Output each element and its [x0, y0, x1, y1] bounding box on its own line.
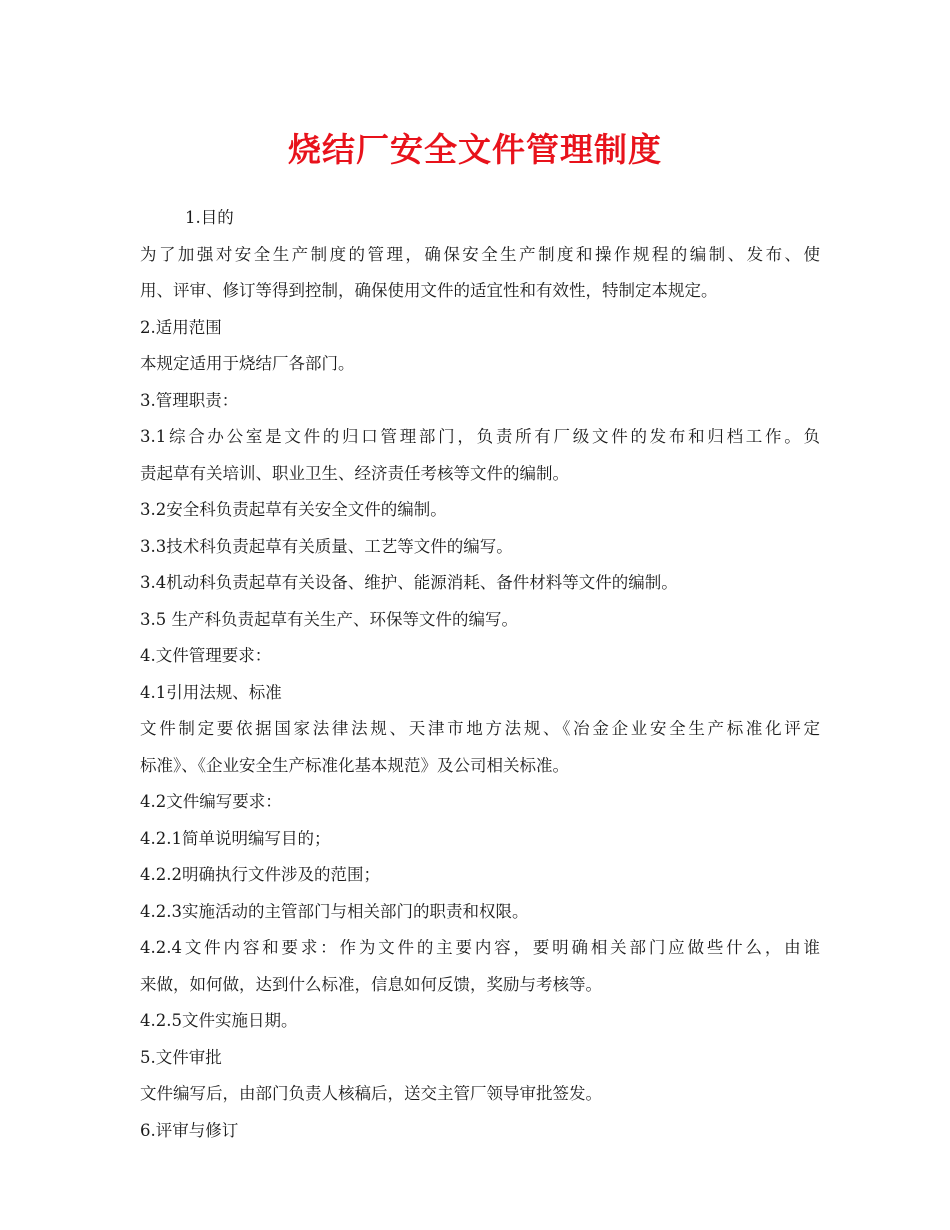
paragraph-line: 4.2.5文件实施日期。 — [140, 1011, 298, 1030]
document-body — [140, 200, 820, 1149]
paragraph-line: 4.2.4文件内容和要求：作为文件的主要内容，要明确相关部门应做些什么，由谁 — [140, 938, 820, 957]
section-heading-purpose: 1.目的 — [185, 208, 234, 227]
section-heading-scope: 2.适用范围 — [140, 317, 222, 337]
section-heading-review: 6.评审与修订 — [140, 1120, 239, 1140]
paragraph-line: 4.2.3实施活动的主管部门与相关部门的职责和权限。 — [140, 901, 529, 921]
paragraph-line: 4.2.1简单说明编写目的； — [140, 828, 331, 848]
paragraph-line: 3.4机动科负责起草有关设备、维护、能源消耗、备件材料等文件的编制。 — [140, 573, 678, 592]
paragraph-line: 3.2安全科负责起草有关安全文件的编制。 — [140, 500, 447, 519]
paragraph-line: 3.5 生产科负责起草有关生产、环保等文件的编写。 — [140, 609, 518, 629]
paragraph-line: 用、评审、修订等得到控制，确保使用文件的适宜性和有效性，特制定本规定。 — [140, 281, 718, 300]
paragraph-line: 标准》、《企业安全生产标准化基本规范》及公司相关标准。 — [140, 755, 569, 775]
paragraph-line: 责起草有关培训、职业卫生、经济责任考核等文件的编制。 — [140, 463, 569, 483]
paragraph-line: 3.1综合办公室是文件的归口管理部门，负责所有厂级文件的发布和归档工作。负 — [140, 427, 820, 446]
paragraph-line: 为了加强对安全生产制度的管理，确保安全生产制度和操作规程的编制、发布、使 — [140, 244, 820, 264]
document-title: 烧结厂安全文件管理制度 — [288, 130, 662, 169]
section-heading-approval: 5.文件审批 — [140, 1047, 222, 1067]
section-heading-requirements: 4.文件管理要求： — [140, 646, 272, 665]
paragraph-line: 来做，如何做，达到什么标准，信息如何反馈，奖励与考核等。 — [140, 974, 602, 994]
paragraph-line: 本规定适用于烧结厂各部门。 — [140, 354, 355, 373]
paragraph-line: 3.3技术科负责起草有关质量、工艺等文件的编写。 — [140, 536, 513, 556]
section-heading-responsibilities: 3.管理职责： — [140, 390, 239, 410]
paragraph-line: 文件编写后，由部门负责人核稿后，送交主管厂领导审批签发。 — [140, 1084, 602, 1103]
subsection-heading: 4.2文件编写要求： — [140, 792, 282, 811]
paragraph-line: 文件制定要依据国家法律法规、天津市地方法规、《冶金企业安全生产标准化评定 — [140, 719, 820, 738]
paragraph-line: 4.2.2明确执行文件涉及的范围； — [140, 865, 380, 884]
subsection-heading: 4.1引用法规、标准 — [140, 682, 282, 702]
